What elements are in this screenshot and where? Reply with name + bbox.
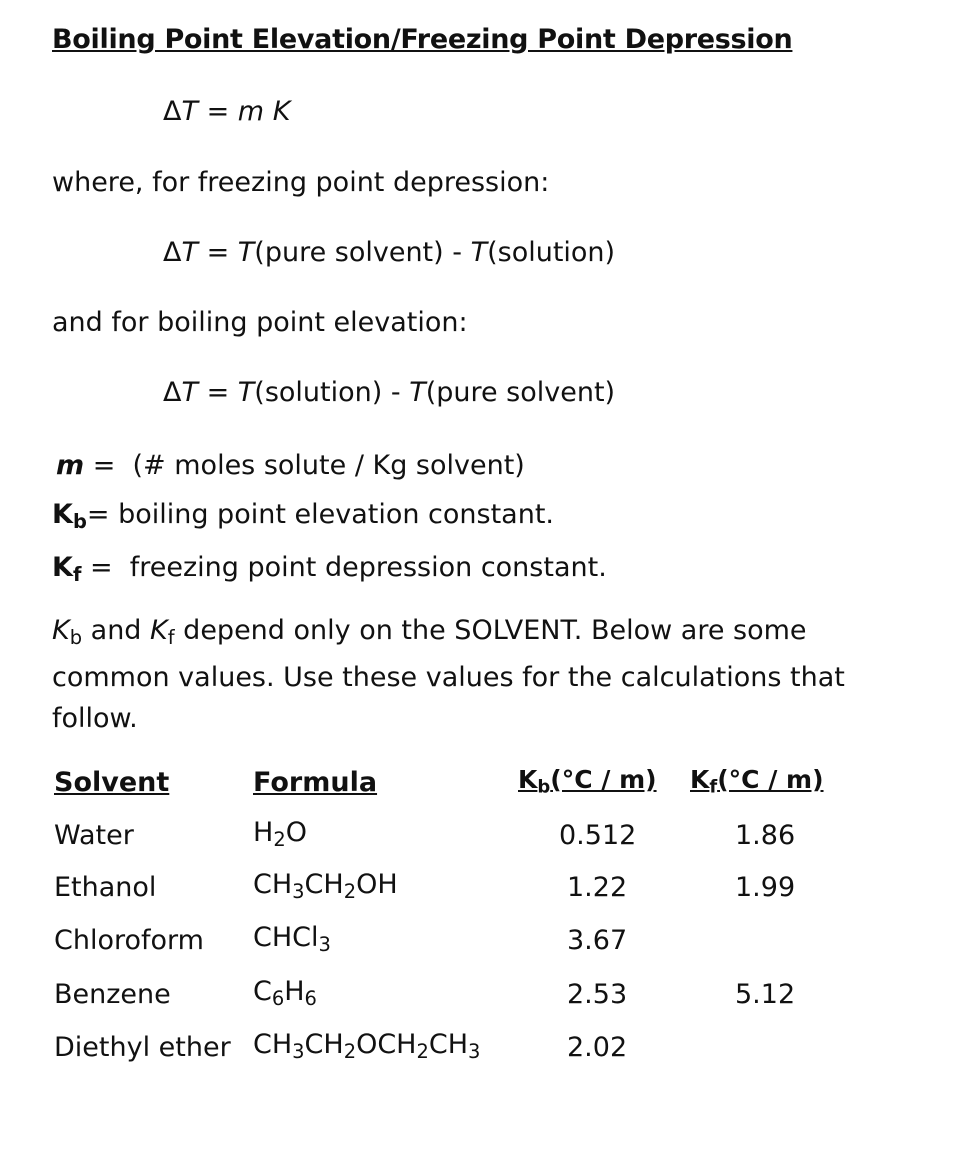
eq-text: (pure solvent) - (254, 237, 471, 268)
row-kb-value: 3.67 (567, 925, 628, 956)
def-text: = boiling point elevation constant. (86, 499, 555, 530)
header-formula: Formula (253, 767, 378, 798)
row-kf-value: 1.86 (735, 820, 796, 851)
boiling-intro: and for boiling point elevation: (52, 307, 468, 338)
eq-equals: = (197, 377, 238, 408)
eq-t: T (237, 237, 255, 268)
eq-t: T (181, 237, 198, 268)
eq-equals: = (197, 237, 238, 268)
boiling-equation (163, 377, 615, 408)
row-kb-value: 2.02 (567, 1032, 628, 1063)
eq-t: T (181, 96, 198, 127)
delta-symbol: Δ (163, 96, 182, 127)
eq-equals: = (197, 96, 238, 127)
row-solvent: Benzene (54, 979, 171, 1010)
kb-symbol: K (518, 765, 538, 794)
row-solvent: Water (54, 820, 134, 851)
k-symbol: K (150, 615, 168, 646)
row-solvent: Chloroform (54, 925, 204, 956)
eq-t: T (237, 377, 255, 408)
header-kb (518, 765, 657, 798)
paragraph-text: and (82, 615, 151, 646)
k-subscript: f (167, 625, 175, 649)
eq-k: K (272, 96, 291, 127)
row-formula: CHCl$_3$ (253, 922, 331, 956)
row-solvent: Diethyl ether (54, 1032, 231, 1063)
eq-t: T (470, 237, 488, 268)
row-formula: $CH_3CH_2OCH_2CH_3$ (253, 1029, 481, 1063)
def-symbol: K (52, 552, 73, 583)
def-symbol: K (52, 499, 73, 530)
header-solvent: Solvent (54, 767, 170, 798)
row-kf-value: 5.12 (735, 979, 796, 1010)
kb-unit: (°C / m) (550, 765, 657, 794)
kf-subscript: f (709, 776, 718, 798)
def-text: = freezing point depression constant. (81, 552, 607, 583)
header-kf (690, 765, 824, 798)
row-kb-value: 1.22 (567, 872, 628, 903)
delta-symbol: Δ (163, 377, 182, 408)
def-subscript: f (72, 562, 82, 586)
kb-subscript: b (537, 776, 551, 798)
def-text: = (# moles solute / Kg solvent) (84, 450, 525, 481)
kf-unit: (°C / m) (717, 765, 824, 794)
eq-text: (pure solvent) (425, 377, 616, 408)
eq-m: m (237, 96, 265, 127)
eq-t: T (181, 377, 198, 408)
eq-t: T (409, 377, 426, 408)
kf-symbol: K (690, 765, 710, 794)
row-kb-value: 2.53 (567, 979, 628, 1010)
def-subscript: b (72, 509, 87, 533)
freezing-intro: where, for freezing point depression: (52, 167, 550, 198)
row-formula: $C_6H_6$ (253, 976, 317, 1010)
row-kf-value: 1.99 (735, 872, 796, 903)
k-symbol: K (52, 615, 70, 646)
main-equation (163, 96, 290, 127)
paragraph-line-2: common values. Use these values for the calculations that (52, 662, 845, 693)
row-formula: $H_2O$ (253, 817, 307, 851)
freezing-equation (163, 237, 615, 268)
row-solvent: Ethanol (54, 872, 157, 903)
page-title: Boiling Point Elevation/Freezing Point Depression (52, 24, 793, 55)
delta-symbol: Δ (163, 237, 182, 268)
paragraph-text: depend only on the SOLVENT. Below are some (174, 615, 807, 646)
k-subscript: b (69, 625, 83, 649)
row-kb-value: 0.512 (559, 820, 637, 851)
paragraph-line-1 (52, 615, 807, 649)
paragraph-line-3: follow. (52, 703, 138, 734)
def-molality (56, 450, 525, 481)
def-symbol: m (56, 450, 85, 481)
def-kf (52, 552, 607, 586)
eq-text: (solution) - (254, 377, 410, 408)
def-kb (52, 499, 555, 533)
row-formula: $CH_3CH_2OH$ (253, 869, 398, 903)
eq-text: (solution) (487, 237, 616, 268)
